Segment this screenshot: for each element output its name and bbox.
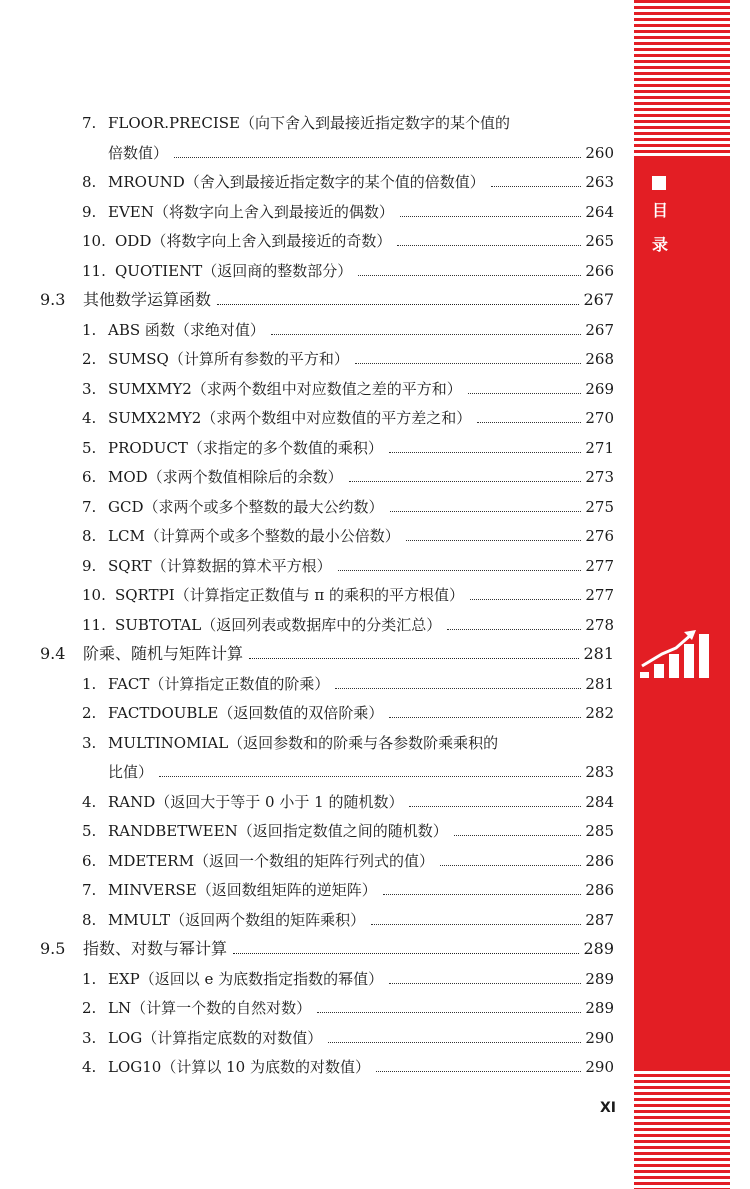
- toc-page-number: 278: [585, 615, 614, 634]
- toc-number: 1.: [82, 320, 97, 339]
- toc-number: 9.5: [40, 939, 66, 958]
- toc-label: RAND（返回大于等于 0 小于 1 的随机数）: [108, 792, 404, 811]
- toc-label-group: [82, 409, 471, 427]
- toc-label-group: [82, 970, 383, 988]
- toc-entry-row[interactable]: [82, 787, 614, 811]
- dot-leader: [376, 1070, 581, 1072]
- toc-label: SQRTPI（计算指定正数值与 π 的乘积的平方根值）: [115, 586, 465, 604]
- toc-label-group: [82, 734, 498, 752]
- toc-entry-row[interactable]: [108, 757, 614, 781]
- toc-number: 3.: [82, 1028, 97, 1047]
- toc-number: 3.: [82, 733, 97, 752]
- toc-label-group: [82, 527, 400, 545]
- dot-leader: [409, 805, 581, 807]
- bar-chart-growth-icon: [640, 628, 730, 684]
- dot-leader: [349, 480, 582, 482]
- toc-label: QUOTIENT（返回商的整数部分）: [115, 261, 353, 280]
- toc-page-number: 285: [585, 822, 614, 840]
- toc-entry-row[interactable]: [82, 433, 614, 457]
- toc-number: 2.: [82, 999, 97, 1017]
- dot-leader: [371, 923, 581, 925]
- side-tab-char-1: 目: [651, 201, 668, 220]
- toc-label: 阶乘、随机与矩阵计算: [83, 644, 244, 663]
- toc-label: MINVERSE（返回数组矩阵的逆矩阵）: [108, 881, 377, 899]
- toc-entry-row[interactable]: [82, 669, 614, 693]
- toc-page-number: 273: [585, 468, 614, 486]
- toc-label-group: [82, 380, 462, 398]
- toc-section-row[interactable]: [40, 285, 614, 309]
- dot-leader: [400, 215, 582, 217]
- toc-page-number: 281: [585, 674, 614, 693]
- toc-label-group: [108, 144, 168, 162]
- toc-page-number: 277: [585, 586, 614, 604]
- toc-label-group: [82, 586, 464, 604]
- dot-leader: [470, 598, 581, 600]
- toc-entry-row[interactable]: [82, 167, 614, 191]
- toc-label: FLOOR.PRECISE（向下舍入到最接近指定数字的某个值的: [108, 114, 510, 132]
- toc-number: 4.: [82, 1058, 97, 1076]
- toc-label: 比值）: [108, 763, 154, 781]
- toc-number: 7.: [82, 881, 97, 899]
- toc-entry-row[interactable]: [82, 108, 614, 132]
- toc-entry-row[interactable]: [82, 580, 614, 604]
- toc-page-number: 281: [583, 644, 614, 663]
- toc-entry-row[interactable]: [82, 315, 614, 339]
- dot-leader: [454, 834, 582, 836]
- bottom-stripes: [634, 1068, 730, 1189]
- toc-label-group: [82, 262, 352, 280]
- toc-label-group: [82, 793, 403, 811]
- dot-leader: [383, 893, 582, 895]
- dot-leader: [491, 185, 582, 187]
- toc-entry-row[interactable]: [82, 993, 614, 1017]
- toc-number: 1.: [82, 969, 97, 988]
- toc-number: 8.: [82, 527, 97, 545]
- toc-page-number: 286: [585, 851, 614, 870]
- toc-number: 11.: [82, 261, 106, 280]
- dot-leader: [406, 539, 582, 541]
- toc-entry-row[interactable]: [108, 138, 614, 162]
- dot-leader: [174, 156, 581, 158]
- toc-label: MOD（求两个数值相除后的余数）: [108, 468, 343, 486]
- toc-label-group: [40, 645, 243, 663]
- dot-leader: [389, 716, 581, 718]
- dot-leader: [397, 244, 581, 246]
- toc-label-group: [82, 203, 394, 221]
- toc-label-group: [82, 881, 377, 899]
- toc-number: 4.: [82, 409, 97, 427]
- toc-entry-row[interactable]: [82, 698, 614, 722]
- toc-label: SUBTOTAL（返回列表或数据库中的分类汇总）: [115, 615, 442, 634]
- toc-page-number: 267: [583, 290, 614, 309]
- toc-page-number: 284: [585, 792, 614, 811]
- dot-leader: [390, 510, 582, 512]
- dot-leader: [389, 982, 581, 984]
- dot-leader: [389, 451, 582, 453]
- dot-leader: [233, 952, 579, 954]
- toc-entry-row[interactable]: [82, 1052, 614, 1076]
- toc-label: MDETERM（返回一个数组的矩阵行列式的值）: [108, 851, 434, 870]
- toc-page-number: 282: [585, 704, 614, 722]
- square-marker-icon: [652, 176, 666, 190]
- toc-page-number: 266: [585, 261, 614, 280]
- toc-label-group: [82, 1029, 322, 1047]
- toc-label: RANDBETWEEN（返回指定数值之间的随机数）: [108, 822, 448, 840]
- toc-number: 1.: [82, 674, 97, 693]
- top-stripes: [634, 0, 730, 158]
- toc-page-number: 268: [585, 350, 614, 368]
- toc-page-number: 283: [585, 763, 614, 781]
- dot-leader: [159, 775, 581, 777]
- toc-page-number: 287: [585, 910, 614, 929]
- toc-entry-row[interactable]: [82, 462, 614, 486]
- toc-number: 4.: [82, 792, 97, 811]
- toc-label-group: [40, 291, 211, 309]
- toc-entry-row[interactable]: [82, 344, 614, 368]
- toc-label-group: [82, 675, 329, 693]
- dot-leader: [355, 362, 582, 364]
- toc-number: 5.: [82, 822, 97, 840]
- toc-label: 指数、对数与幂计算: [83, 939, 228, 958]
- toc-entry-row[interactable]: [82, 521, 614, 545]
- toc-page-number: 289: [585, 999, 614, 1017]
- toc-label-group: [82, 999, 311, 1017]
- dot-leader: [328, 1041, 581, 1043]
- toc-entry-row[interactable]: [82, 610, 614, 634]
- toc-page-number: 269: [585, 379, 614, 398]
- toc-label: EXP（返回以 e 为底数指定指数的幂值）: [108, 969, 384, 988]
- toc-number: 6.: [82, 851, 97, 870]
- toc-label: FACT（计算指定正数值的阶乘）: [108, 674, 330, 693]
- toc-label: SQRT（计算数据的算术平方根）: [108, 556, 332, 575]
- dot-leader: [249, 657, 579, 659]
- dot-leader: [440, 864, 581, 866]
- toc-label: LN（计算一个数的自然对数）: [108, 999, 312, 1017]
- toc-entry-row[interactable]: [82, 197, 614, 221]
- toc-label: SUMXMY2（求两个数组中对应数值之差的平方和）: [108, 379, 462, 398]
- toc-entry-row[interactable]: [82, 964, 614, 988]
- toc-section-row[interactable]: [40, 934, 614, 958]
- toc-number: 11.: [82, 615, 106, 634]
- toc-label: 其他数学运算函数: [83, 290, 212, 309]
- toc-page-number: 276: [585, 527, 614, 545]
- toc-entry-row[interactable]: [82, 905, 614, 929]
- dot-leader: [477, 421, 581, 423]
- toc-entry-row[interactable]: [82, 551, 614, 575]
- page-edge: [730, 0, 750, 1189]
- page-number: XI: [600, 1100, 617, 1116]
- toc-page-number: 275: [585, 497, 614, 516]
- toc-number: 2.: [82, 704, 97, 722]
- toc-entry-row[interactable]: [82, 816, 614, 840]
- toc-label-group: [82, 616, 441, 634]
- toc-page-number: 260: [585, 143, 614, 162]
- toc-entry-row[interactable]: [82, 875, 614, 899]
- toc-page-number: 264: [585, 202, 614, 221]
- toc-page-number: 290: [585, 1058, 614, 1076]
- toc-label: ODD（将数字向上舍入到最接近的奇数）: [115, 232, 392, 250]
- toc-label-group: [40, 940, 227, 958]
- toc-page-number: 271: [585, 438, 614, 457]
- toc-label-group: [82, 350, 349, 368]
- toc-number: 10.: [82, 232, 106, 250]
- toc-section-row[interactable]: [40, 639, 614, 663]
- toc-label-group: [108, 763, 153, 781]
- toc-label-group: [82, 557, 332, 575]
- dot-leader: [335, 687, 581, 689]
- toc-label: ABS 函数（求绝对值）: [108, 320, 265, 339]
- side-band: [634, 0, 730, 1189]
- toc-page-number: 267: [585, 320, 614, 339]
- toc-page-number: 265: [585, 232, 614, 250]
- dot-leader: [447, 628, 581, 630]
- toc-label-group: [82, 232, 391, 250]
- toc-label: PRODUCT（求指定的多个数值的乘积）: [108, 438, 383, 457]
- toc-label: EVEN（将数字向上舍入到最接近的偶数）: [108, 202, 394, 221]
- dot-leader: [468, 392, 582, 394]
- toc-entry-row[interactable]: [82, 1023, 614, 1047]
- toc-number: 9.: [82, 556, 97, 575]
- toc-label: MMULT（返回两个数组的矩阵乘积）: [108, 910, 366, 929]
- toc-label-group: [82, 911, 365, 929]
- toc-number: 6.: [82, 468, 97, 486]
- toc-entry-row[interactable]: [82, 226, 614, 250]
- toc-page-number: 270: [585, 409, 614, 427]
- dot-leader: [358, 274, 581, 276]
- toc-number: 9.4: [40, 644, 66, 663]
- toc-label-group: [82, 704, 383, 722]
- toc-entry-row[interactable]: [82, 492, 614, 516]
- toc-label: LOG（计算指定底数的对数值）: [108, 1028, 323, 1047]
- toc-label: SUMSQ（计算所有参数的平方和）: [108, 350, 349, 368]
- toc-label: GCD（求两个或多个整数的最大公约数）: [108, 497, 384, 516]
- toc-label-group: [82, 173, 485, 191]
- toc-label-group: [82, 114, 510, 132]
- side-tab-char-2: 录: [651, 235, 668, 254]
- dot-leader: [217, 303, 579, 305]
- toc-label-group: [82, 1058, 370, 1076]
- toc-number: 7.: [82, 114, 97, 132]
- toc-label-group: [82, 468, 343, 486]
- toc-entry-row[interactable]: [82, 846, 614, 870]
- toc-number: 2.: [82, 350, 97, 368]
- toc-entry-row[interactable]: [82, 728, 614, 752]
- toc-number: 3.: [82, 379, 97, 398]
- toc-label: 倍数值）: [108, 143, 169, 162]
- toc-label-group: [82, 498, 384, 516]
- toc-label: MROUND（舍入到最接近指定数字的某个值的倍数值）: [108, 173, 485, 191]
- toc-label-group: [82, 321, 265, 339]
- toc-page-number: 289: [585, 969, 614, 988]
- toc-number: 9.: [82, 202, 97, 221]
- toc-entry-row[interactable]: [82, 256, 614, 280]
- dot-leader: [338, 569, 582, 571]
- toc-page-number: 263: [585, 173, 614, 191]
- toc-label: LCM（计算两个或多个整数的最小公倍数）: [108, 527, 400, 545]
- toc-page-number: 289: [583, 939, 614, 958]
- toc-page-number: 290: [585, 1028, 614, 1047]
- toc-number: 5.: [82, 438, 97, 457]
- toc-label: LOG10（计算以 10 为底数的对数值）: [108, 1058, 370, 1076]
- toc-number: 7.: [82, 497, 97, 516]
- toc-label: MULTINOMIAL（返回参数和的阶乘与各参数阶乘乘积的: [108, 733, 499, 752]
- toc-label-group: [82, 822, 448, 840]
- toc-label: SUMX2MY2（求两个数组中对应数值的平方差之和）: [108, 409, 472, 427]
- toc-number: 8.: [82, 173, 97, 191]
- dot-leader: [317, 1011, 581, 1013]
- toc-label: FACTDOUBLE（返回数值的双倍阶乘）: [108, 704, 384, 722]
- toc-number: 10.: [82, 586, 106, 604]
- toc-number: 9.3: [40, 290, 66, 309]
- toc-number: 8.: [82, 910, 97, 929]
- toc-page-number: 277: [585, 556, 614, 575]
- toc-label-group: [82, 852, 434, 870]
- toc-entry-row[interactable]: [82, 374, 614, 398]
- dot-leader: [271, 333, 581, 335]
- toc-page-number: 286: [585, 881, 614, 899]
- toc-entry-row[interactable]: [82, 403, 614, 427]
- toc-label-group: [82, 439, 383, 457]
